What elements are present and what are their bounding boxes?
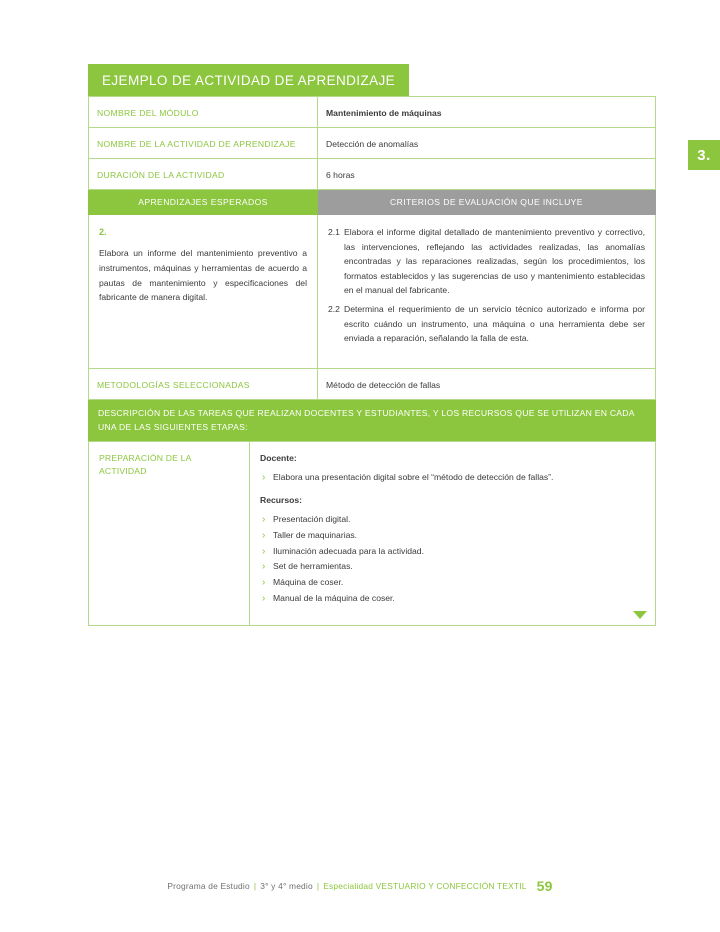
activity-label: NOMBRE DE LA ACTIVIDAD DE APRENDIZAJE [97, 139, 296, 149]
list-item: › Presentación digital. [260, 513, 645, 526]
chapter-side-tab [688, 140, 720, 170]
criterion-number: 2.2 [328, 304, 340, 315]
teacher-title: Docente: [260, 453, 297, 464]
footer-page-number: 59 [536, 878, 553, 894]
list-item: › Set de herramientas. [260, 560, 645, 573]
list-item: › Manual de la máquina de coser. [260, 592, 645, 605]
stage-content-cell [250, 442, 656, 626]
footer-program: Programa de Estudio [167, 881, 250, 891]
learning-number: 2. [99, 227, 107, 237]
page-footer [0, 878, 720, 894]
resources-title: Recursos: [260, 495, 303, 506]
list-item: › Taller de maquinarias. [260, 529, 645, 542]
chapter-number: 3. [697, 146, 711, 164]
module-label: NOMBRE DEL MÓDULO [97, 108, 199, 118]
methodology-value: Método de detección de fallas [326, 379, 441, 390]
activity-info-table [88, 96, 656, 400]
teacher-list [260, 471, 645, 484]
list-item: › Máquina de coser. [260, 576, 645, 589]
table-row-headers [89, 190, 656, 215]
activity-value-cell [318, 128, 656, 159]
footer-separator: | [253, 881, 257, 891]
table-row-activity [89, 128, 656, 159]
criteria-cell [318, 215, 656, 369]
criterion-text: Elabora el informe digital detallado de mantenimiento preventivo y correctivo, las intervenciones, reflejando las actividades realizadas, las anomalías encontradas y las reparaciones realizadas, según los procedimientos, los formatos establecidos y las sugerencias de uso y mantenimiento establecidas en el manual del fabricante. [344, 227, 645, 296]
module-label-cell [89, 97, 318, 128]
resources-list [260, 513, 645, 605]
duration-value: 6 horas [326, 170, 355, 180]
stage-label-cell [89, 442, 250, 626]
duration-value-cell [318, 159, 656, 190]
methodology-label: METODOLOGÍAS SELECCIONADAS [97, 379, 250, 390]
learning-cell [89, 215, 318, 369]
criterion-item [328, 225, 645, 298]
table-row-preparation [89, 442, 656, 626]
description-band: DESCRIPCIÓN DE LAS TAREAS QUE REALIZAN DOCENTES Y ESTUDIANTES, Y LOS RECURSOS QUE SE UTILIZAN EN CADA UNA DE LAS SIGUIENTES ETAPAS: [88, 400, 656, 442]
duration-label: DURACIÓN DE LA ACTIVIDAD [97, 170, 225, 180]
footer-level: 3° y 4° medio [260, 881, 313, 891]
stage-label: PREPARACIÓN DE LA ACTIVIDAD [99, 453, 192, 477]
duration-label-cell [89, 159, 318, 190]
methodology-value-cell [318, 368, 656, 399]
table-row-content [89, 215, 656, 369]
table-row-duration [89, 159, 656, 190]
methodology-label-cell [89, 368, 318, 399]
criterion-item [328, 302, 645, 346]
footer-specialty: Especialidad VESTUARIO Y CONFECCIÓN TEXTIL [323, 881, 527, 891]
activity-sheet [88, 64, 656, 626]
activity-label-cell [89, 128, 318, 159]
criterion-number: 2.1 [328, 227, 340, 237]
continuation-arrow-icon [633, 611, 647, 619]
learning-header: APRENDIZAJES ESPERADOS [89, 190, 318, 215]
module-value-cell [318, 97, 656, 128]
tasks-table [88, 441, 656, 626]
criteria-header: CRITERIOS DE EVALUACIÓN QUE INCLUYE [318, 190, 656, 215]
table-row-methodology [89, 368, 656, 399]
table-row-module [89, 97, 656, 128]
list-item: › Iluminación adecuada para la actividad. [260, 545, 645, 558]
learning-text: Elabora un informe del mantenimiento preventivo a instrumentos, máquinas y herramientas de acuerdo a pautas de mantenimiento y especificaciones del fabricante de manera digital. [99, 248, 307, 303]
module-value: Mantenimiento de máquinas [326, 108, 442, 118]
list-item: › Elabora una presentación digital sobre el “método de detección de fallas”. [260, 471, 645, 484]
footer-separator: | [316, 881, 320, 891]
criterion-text: Determina el requerimiento de un servicio técnico autorizado e informa por escrito cuándo un instrumento, una máquina o una herramienta debe ser enviada a reparación, señalando la falla de esta. [344, 304, 645, 344]
page-title: EJEMPLO DE ACTIVIDAD DE APRENDIZAJE [88, 64, 409, 96]
activity-value: Detección de anomalías [326, 139, 419, 149]
